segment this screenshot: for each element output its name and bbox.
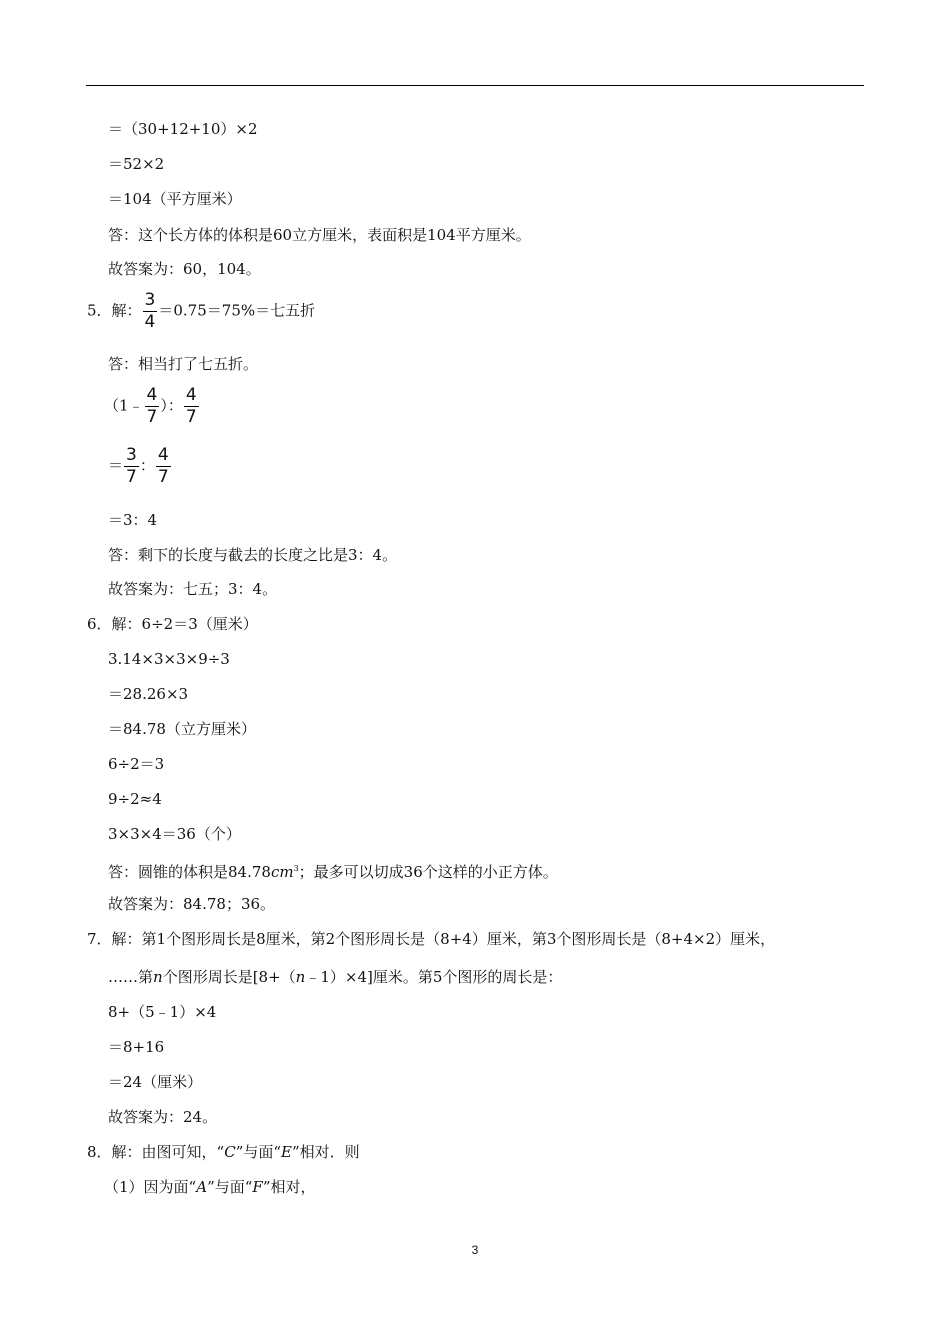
line-4: 答：这个长方体的体积是60立方厘米，表面积是104平方厘米。 (108, 226, 531, 244)
line-24: 8+（5﹣1）×4 (108, 1003, 217, 1021)
line-14: 3.14×3×3×9÷3 (108, 650, 230, 668)
variable-n: n (153, 968, 163, 986)
line-27: 故答案为：24。 (108, 1108, 218, 1126)
line-18: 9÷2≈4 (108, 790, 162, 808)
line-29-c: ”相对， (262, 1178, 316, 1196)
line-19: 3×3×4＝36（个） (108, 825, 241, 843)
fraction-denominator: 7 (185, 407, 197, 427)
fraction-denominator: 7 (157, 467, 169, 487)
line-8-a: （1﹣ (104, 396, 144, 415)
line-16: ＝84.78（立方厘米） (108, 720, 256, 738)
q8-a: 8．解：由图可知，“ (87, 1143, 225, 1161)
line-7: 答：相当打了七五折。 (108, 355, 259, 373)
line-9-b: ： (139, 456, 155, 475)
line-17: 6÷2＝3 (108, 755, 165, 773)
fraction-4-7 (156, 446, 171, 487)
line-1: ＝（30+12+10）×2 (108, 120, 258, 138)
line-3: ＝104（平方厘米） (108, 190, 242, 208)
line-23-b: 个图形周长是[8+（ (162, 968, 296, 986)
fraction-denominator: 7 (146, 407, 158, 427)
q8-line (87, 1142, 360, 1162)
line-29-b: ”与面“ (207, 1178, 253, 1196)
line-23-a: ……第 (108, 968, 154, 986)
line-15: ＝28.26×3 (108, 685, 189, 703)
line-23 (108, 967, 562, 987)
header-rule (86, 85, 864, 86)
q7-line: 7．解：第1个图形周长是8厘米，第2个图形周长是（8+4）厘米，第3个图形周长是（8+4×2）厘米， (87, 930, 776, 948)
line-21: 故答案为：84.78；36。 (108, 895, 276, 913)
q8-d: ”相对．则 (292, 1143, 360, 1161)
line-25: ＝8+16 (108, 1038, 165, 1056)
line-8-b: ）： (160, 396, 183, 415)
line-5: 故答案为：60，104。 (108, 260, 261, 278)
line-11: 答：剩下的长度与截去的长度之比是3：4。 (108, 546, 398, 564)
line-23-c: ﹣1）×4]厘米。第5个图形的周长是： (305, 968, 563, 986)
line-2: ＝52×2 (108, 155, 165, 173)
q5-line (87, 291, 315, 332)
line-20 (108, 859, 558, 882)
fraction-denominator: 4 (144, 312, 156, 332)
unit-cm: cm (270, 863, 294, 881)
line-26: ＝24（厘米） (108, 1073, 203, 1091)
fraction-numerator: 4 (157, 445, 169, 465)
q5-prefix: 5．解： (87, 301, 142, 320)
line-29 (104, 1177, 316, 1197)
face-c: C (224, 1143, 236, 1161)
fraction-denominator: 7 (126, 467, 137, 487)
variable-n: n (295, 968, 306, 986)
line-29-a: （1）因为面“ (104, 1178, 197, 1196)
face-a: A (196, 1178, 208, 1196)
fraction-numerator: 4 (185, 385, 197, 405)
line-10: ＝3：4 (108, 511, 158, 529)
line-9-a: ＝ (108, 456, 124, 475)
unit-exponent: 3 (293, 864, 299, 873)
face-f: F (252, 1178, 263, 1196)
fraction-3-4 (143, 291, 158, 332)
q6-line: 6．解：6÷2＝3（厘米） (87, 615, 258, 633)
line-9 (108, 446, 172, 487)
line-20-a: 答：圆锥的体积是84.78 (108, 863, 271, 881)
fraction-4-7 (184, 386, 199, 427)
fraction-3-7 (124, 446, 139, 487)
q5-rest: ＝0.75＝75%＝七五折 (158, 301, 316, 320)
line-20-b: ；最多可以切成36个这样的小正方体。 (298, 863, 558, 881)
q8-b: ”与面“ (235, 1143, 282, 1161)
fraction-4-7 (145, 386, 160, 427)
face-e: E (281, 1143, 292, 1161)
fraction-numerator: 3 (126, 445, 137, 465)
fraction-numerator: 4 (146, 385, 158, 405)
line-12: 故答案为：七五；3：4。 (108, 580, 278, 598)
page-number: 3 (471, 1243, 479, 1257)
line-8 (104, 386, 200, 427)
fraction-numerator: 3 (144, 290, 156, 310)
